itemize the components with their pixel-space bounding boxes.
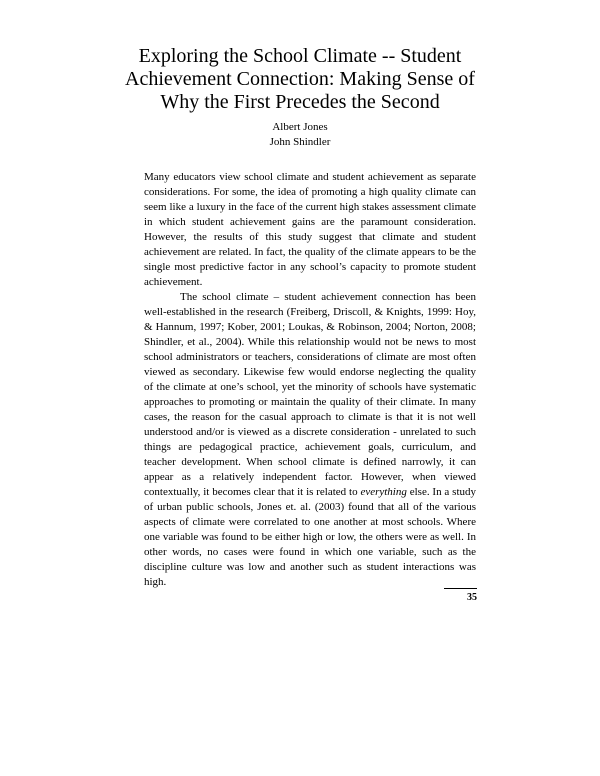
title-line-2: Achievement Connection: Making Sense of	[125, 68, 475, 90]
paragraph-2-text-end: else. In a study of urban public schools, Jones et. al. (2003) found that all of the various aspects of climate were correlated to one another at most schools. Where one variable was found to be either high or low, the others were as well. In other words, no cases were found in which one variable, such as the discipline culture was low and another such as student interactions was high.	[144, 486, 477, 588]
page-number: 35	[467, 592, 477, 603]
title-line-1: Exploring the School Climate -- Student	[138, 45, 462, 67]
emphasized-word: everything	[360, 486, 407, 498]
footer-rule	[444, 588, 477, 589]
author-name: John Shindler	[269, 136, 331, 148]
article-body	[144, 170, 476, 590]
title-line-3: Why the First Precedes the Second	[160, 91, 440, 113]
author-name: Albert Jones	[272, 121, 328, 133]
body-paragraph-1: Many educators view school climate and student achievement as separate considerations. For some, the idea of promoting a high quality climate can seem like a luxury in the face of the current high stakes assessment climate in which student achievement gains are the paramount consideration. However, the results of this study suggest that climate and student achievement are related. In fact, the quality of the climate appears to be the single most predictive factor in any school’s capacity to promote student achievement.	[144, 171, 476, 288]
body-paragraph-2	[144, 290, 476, 590]
article-title	[100, 45, 500, 114]
author-list	[200, 120, 400, 150]
paragraph-2-text-start: The school climate – student achievement connection has been well-established in the research (Freiberg, Driscoll, & Knights, 1999: Hoy, & Hannum, 1997; Kober, 2001; Loukas, & Robinson, 2004; Norton, 2008; Shindler, et al., 2004). While this relationship would not be news to most school administrators or teachers, considerations of climate are most often viewed as secondary. Likewise few would endorse neglecting the quality of the climate at one’s school, yet the minority of schools have systematic approaches to promoting or maintain the quality of their climate. In many cases, the reason for the casual approach to climate is that it is not well understood and/or is viewed as a discrete consideration - unrelated to such things are pedagogical practice, achievement goals, curriculum, and teacher development. When school climate is defined narrowly, it can appear as a relatively independent factor. However, when viewed contextually, it becomes clear that it is related to	[144, 291, 476, 498]
